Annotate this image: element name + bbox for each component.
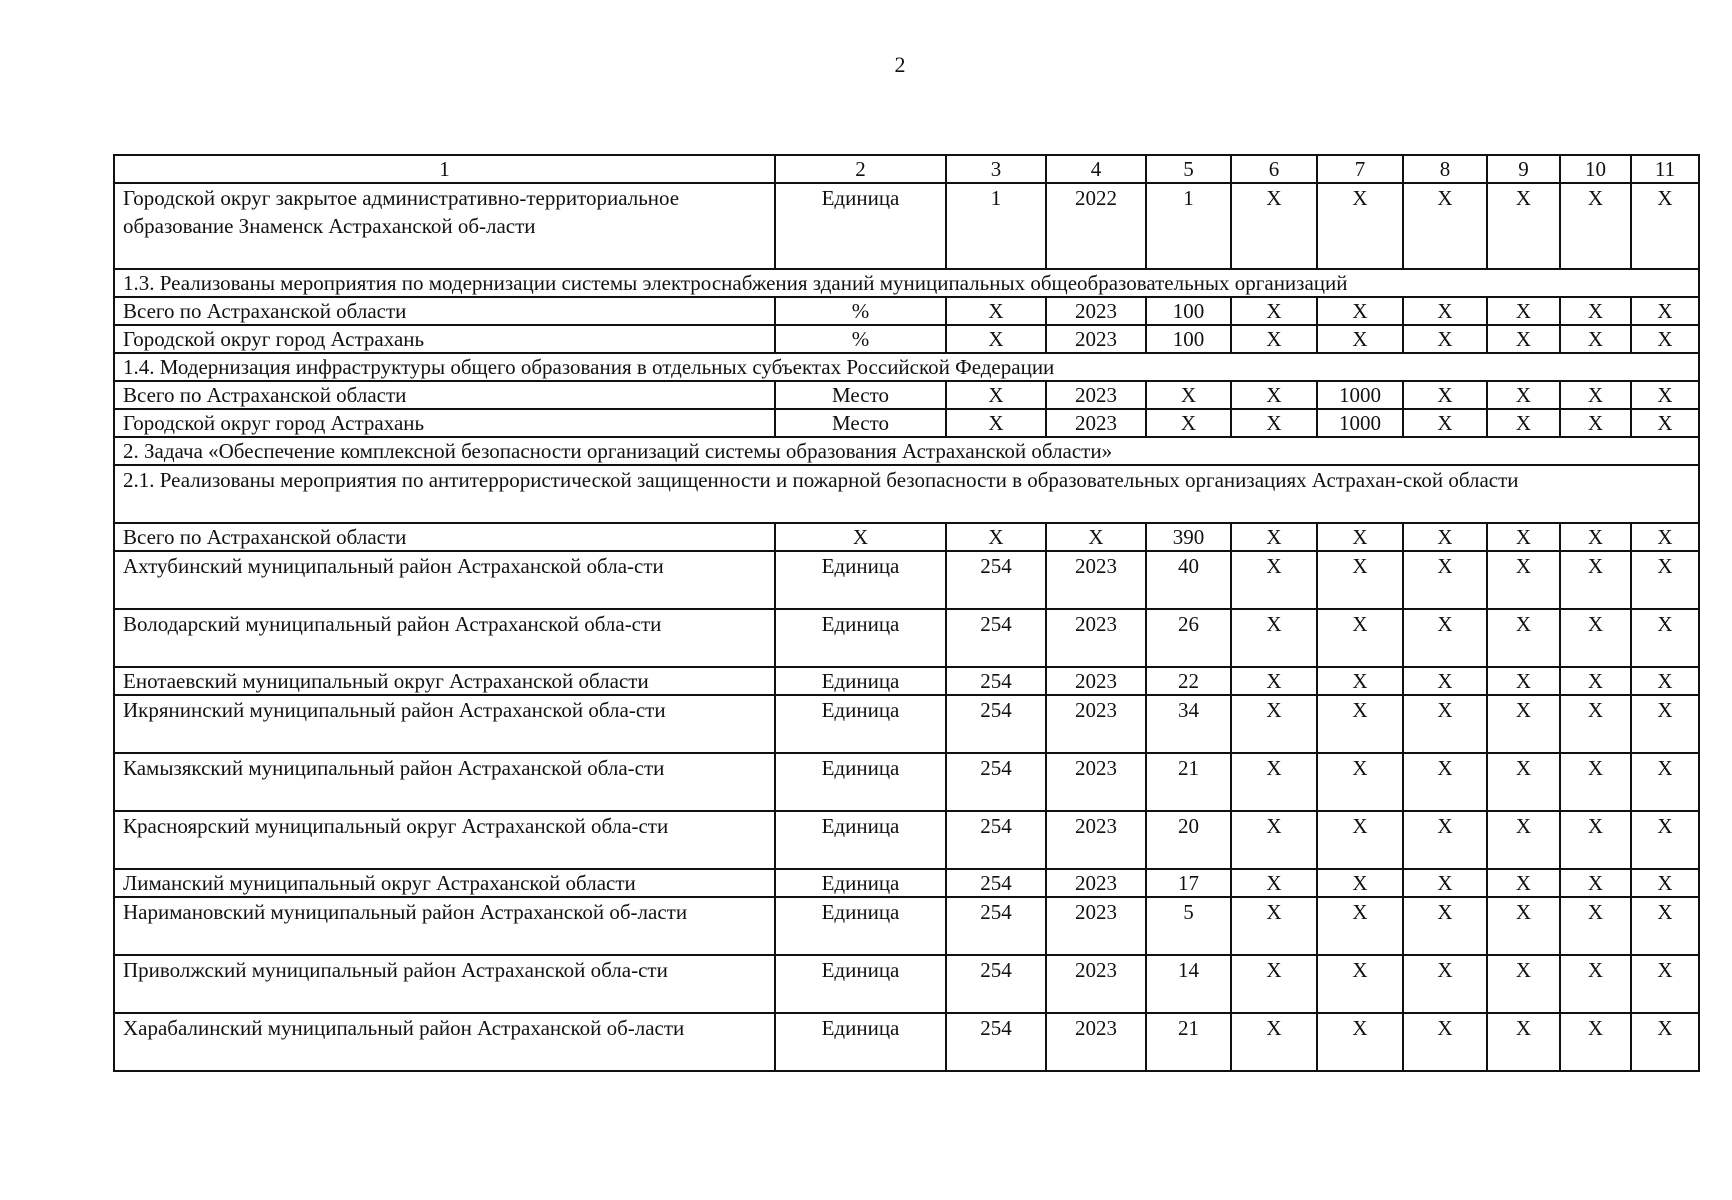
value-cell: 2023 — [1046, 695, 1146, 753]
value-cell: 1000 — [1317, 409, 1403, 437]
column-number-cell: 11 — [1631, 155, 1699, 183]
value-cell: 21 — [1146, 753, 1231, 811]
value-cell: Х — [1317, 325, 1403, 353]
value-cell: Х — [1560, 667, 1631, 695]
value-cell: Х — [1403, 183, 1487, 269]
value-cell: Х — [1560, 1013, 1631, 1071]
value-cell: Х — [1046, 523, 1146, 551]
value-cell: Х — [1403, 695, 1487, 753]
value-cell: Х — [1403, 869, 1487, 897]
value-cell: Х — [1231, 381, 1317, 409]
value-cell: Х — [1631, 609, 1699, 667]
table-row — [114, 695, 1699, 753]
value-cell: Х — [946, 409, 1046, 437]
value-cell: Х — [1560, 297, 1631, 325]
value-cell: 21 — [1146, 1013, 1231, 1071]
value-cell: Х — [1560, 869, 1631, 897]
column-number-cell: 6 — [1231, 155, 1317, 183]
value-cell: Х — [1231, 609, 1317, 667]
territory-name-cell: Городской округ город Астрахань — [114, 409, 775, 437]
value-cell: Х — [1317, 897, 1403, 955]
column-number-cell: 5 — [1146, 155, 1231, 183]
value-cell: 254 — [946, 955, 1046, 1013]
value-cell: 2023 — [1046, 409, 1146, 437]
value-cell: Х — [1631, 695, 1699, 753]
value-cell: 100 — [1146, 297, 1231, 325]
value-cell: Х — [1231, 667, 1317, 695]
value-cell: Х — [1403, 955, 1487, 1013]
value-cell: Х — [1317, 667, 1403, 695]
section-heading-cell: 2.1. Реализованы мероприятия по антитеррористической защищенности и пожарной безопасности в образовательных организациях Астрахан-ской области — [114, 465, 1699, 523]
value-cell: Х — [1317, 609, 1403, 667]
unit-cell: % — [775, 325, 946, 353]
territory-name-cell: Городской округ город Астрахань — [114, 325, 775, 353]
territory-name-cell: Всего по Астраханской области — [114, 297, 775, 325]
value-cell: Х — [1631, 409, 1699, 437]
value-cell: Х — [1631, 551, 1699, 609]
value-cell: Х — [1631, 381, 1699, 409]
territory-name-cell: Приволжский муниципальный район Астраханской обла-сти — [114, 955, 775, 1013]
value-cell: Х — [946, 381, 1046, 409]
value-cell: 2023 — [1046, 1013, 1146, 1071]
territory-name-cell: Камызякский муниципальный район Астраханской обла-сти — [114, 753, 775, 811]
value-cell: Х — [1231, 325, 1317, 353]
value-cell: 2023 — [1046, 325, 1146, 353]
section-heading-cell: 1.4. Модернизация инфраструктуры общего образования в отдельных субъектах Российской Федерации — [114, 353, 1699, 381]
value-cell: Х — [1403, 1013, 1487, 1071]
value-cell: Х — [1631, 183, 1699, 269]
value-cell: Х — [1231, 1013, 1317, 1071]
table-row — [114, 609, 1699, 667]
value-cell: Х — [1560, 551, 1631, 609]
value-cell: 254 — [946, 551, 1046, 609]
value-cell: Х — [1146, 381, 1231, 409]
table-row — [114, 667, 1699, 695]
column-number-cell: 7 — [1317, 155, 1403, 183]
value-cell: 390 — [1146, 523, 1231, 551]
value-cell: 17 — [1146, 869, 1231, 897]
column-number-cell: 10 — [1560, 155, 1631, 183]
value-cell: Х — [1631, 897, 1699, 955]
value-cell: Х — [1487, 869, 1560, 897]
value-cell: Х — [1631, 297, 1699, 325]
table-row — [114, 409, 1699, 437]
value-cell: Х — [1317, 955, 1403, 1013]
value-cell: Х — [1231, 409, 1317, 437]
value-cell: 254 — [946, 667, 1046, 695]
value-cell: Х — [1403, 523, 1487, 551]
unit-cell: Единица — [775, 753, 946, 811]
value-cell: 2023 — [1046, 869, 1146, 897]
value-cell: Х — [1487, 667, 1560, 695]
unit-cell: Единица — [775, 869, 946, 897]
value-cell: 14 — [1146, 955, 1231, 1013]
section-heading-row — [114, 269, 1699, 297]
value-cell: Х — [1231, 955, 1317, 1013]
value-cell: Х — [1487, 811, 1560, 869]
value-cell: Х — [1487, 753, 1560, 811]
table-row — [114, 897, 1699, 955]
value-cell: Х — [1403, 811, 1487, 869]
indicator-table — [113, 154, 1700, 1072]
value-cell: 100 — [1146, 325, 1231, 353]
value-cell: Х — [1231, 753, 1317, 811]
value-cell: Х — [1631, 325, 1699, 353]
value-cell: Х — [1231, 551, 1317, 609]
value-cell: Х — [1631, 667, 1699, 695]
value-cell: Х — [1487, 955, 1560, 1013]
column-number-cell: 9 — [1487, 155, 1560, 183]
table-row — [114, 381, 1699, 409]
value-cell: Х — [1317, 753, 1403, 811]
value-cell: Х — [1631, 1013, 1699, 1071]
value-cell: Х — [1317, 1013, 1403, 1071]
unit-cell: Место — [775, 409, 946, 437]
unit-cell: % — [775, 297, 946, 325]
value-cell: Х — [1487, 409, 1560, 437]
value-cell: Х — [1317, 523, 1403, 551]
value-cell: Х — [1403, 409, 1487, 437]
territory-name-cell: Лиманский муниципальный округ Астраханской области — [114, 869, 775, 897]
territory-name-cell: Всего по Астраханской области — [114, 523, 775, 551]
unit-cell: Единица — [775, 811, 946, 869]
value-cell: 254 — [946, 869, 1046, 897]
value-cell: Х — [1560, 325, 1631, 353]
unit-cell: Место — [775, 381, 946, 409]
value-cell: Х — [1487, 523, 1560, 551]
section-heading-cell: 1.3. Реализованы мероприятия по модернизации системы электроснабжения зданий муниципальных общеобразовательных организаций — [114, 269, 1699, 297]
territory-name-cell: Ахтубинский муниципальный район Астраханской обла-сти — [114, 551, 775, 609]
table-row — [114, 523, 1699, 551]
unit-cell: Х — [775, 523, 946, 551]
value-cell: 1000 — [1317, 381, 1403, 409]
value-cell: 254 — [946, 1013, 1046, 1071]
value-cell: 1 — [946, 183, 1046, 269]
value-cell: Х — [1317, 695, 1403, 753]
value-cell: Х — [946, 523, 1046, 551]
territory-name-cell: Всего по Астраханской области — [114, 381, 775, 409]
value-cell: Х — [1487, 897, 1560, 955]
value-cell: Х — [1317, 183, 1403, 269]
unit-cell: Единица — [775, 609, 946, 667]
value-cell: Х — [1631, 523, 1699, 551]
value-cell: 254 — [946, 811, 1046, 869]
column-number-cell: 4 — [1046, 155, 1146, 183]
value-cell: Х — [1231, 811, 1317, 869]
value-cell: Х — [1487, 381, 1560, 409]
unit-cell: Единица — [775, 1013, 946, 1071]
value-cell: Х — [1560, 695, 1631, 753]
table-row — [114, 869, 1699, 897]
column-number-cell: 8 — [1403, 155, 1487, 183]
value-cell: Х — [1560, 955, 1631, 1013]
value-cell: Х — [1231, 183, 1317, 269]
value-cell: 26 — [1146, 609, 1231, 667]
value-cell: 1 — [1146, 183, 1231, 269]
value-cell: Х — [1317, 811, 1403, 869]
value-cell: 2023 — [1046, 897, 1146, 955]
page-number: 2 — [894, 52, 906, 77]
value-cell: Х — [1487, 1013, 1560, 1071]
value-cell: Х — [1631, 955, 1699, 1013]
value-cell: Х — [1487, 183, 1560, 269]
value-cell: Х — [1231, 897, 1317, 955]
section-heading-row — [114, 437, 1699, 465]
value-cell: Х — [1231, 869, 1317, 897]
value-cell: Х — [1403, 667, 1487, 695]
value-cell: Х — [1487, 695, 1560, 753]
table-row — [114, 183, 1699, 269]
value-cell: Х — [1487, 551, 1560, 609]
unit-cell: Единица — [775, 551, 946, 609]
table-row — [114, 811, 1699, 869]
unit-cell: Единица — [775, 695, 946, 753]
value-cell: Х — [1146, 409, 1231, 437]
unit-cell: Единица — [775, 955, 946, 1013]
table-row — [114, 297, 1699, 325]
value-cell: Х — [1560, 409, 1631, 437]
value-cell: Х — [1231, 695, 1317, 753]
value-cell: 20 — [1146, 811, 1231, 869]
section-heading-row — [114, 353, 1699, 381]
value-cell: Х — [1403, 753, 1487, 811]
value-cell: 2022 — [1046, 183, 1146, 269]
value-cell: Х — [1231, 523, 1317, 551]
value-cell: Х — [1317, 551, 1403, 609]
value-cell: 34 — [1146, 695, 1231, 753]
value-cell: Х — [1403, 551, 1487, 609]
value-cell: Х — [1631, 811, 1699, 869]
value-cell: 2023 — [1046, 955, 1146, 1013]
value-cell: 40 — [1146, 551, 1231, 609]
territory-name-cell: Городской округ закрытое административно-территориальное образование Знаменск Астраханской об-ласти — [114, 183, 775, 269]
value-cell: Х — [1403, 609, 1487, 667]
value-cell: 254 — [946, 753, 1046, 811]
value-cell: Х — [1403, 297, 1487, 325]
table-row — [114, 551, 1699, 609]
unit-cell: Единица — [775, 667, 946, 695]
value-cell: 2023 — [1046, 381, 1146, 409]
value-cell: 2023 — [1046, 667, 1146, 695]
value-cell: 2023 — [1046, 753, 1146, 811]
value-cell: Х — [1231, 297, 1317, 325]
column-number-header-row — [114, 155, 1699, 183]
value-cell: Х — [1403, 325, 1487, 353]
value-cell: 22 — [1146, 667, 1231, 695]
value-cell: 2023 — [1046, 551, 1146, 609]
value-cell: 2023 — [1046, 811, 1146, 869]
table-row — [114, 325, 1699, 353]
value-cell: Х — [1560, 897, 1631, 955]
table-row — [114, 753, 1699, 811]
value-cell: 254 — [946, 897, 1046, 955]
section-heading-cell: 2. Задача «Обеспечение комплексной безопасности организаций системы образования Астраханской области» — [114, 437, 1699, 465]
value-cell: Х — [1560, 811, 1631, 869]
value-cell: 254 — [946, 609, 1046, 667]
column-number-cell: 3 — [946, 155, 1046, 183]
column-number-cell: 2 — [775, 155, 946, 183]
value-cell: Х — [946, 325, 1046, 353]
value-cell: Х — [1487, 609, 1560, 667]
territory-name-cell: Енотаевский муниципальный округ Астраханской области — [114, 667, 775, 695]
value-cell: Х — [1560, 381, 1631, 409]
value-cell: Х — [1560, 183, 1631, 269]
value-cell: Х — [1560, 523, 1631, 551]
value-cell: Х — [1487, 325, 1560, 353]
column-number-cell: 1 — [114, 155, 775, 183]
territory-name-cell: Наримановский муниципальный район Астраханской об-ласти — [114, 897, 775, 955]
territory-name-cell: Икрянинский муниципальный район Астраханской обла-сти — [114, 695, 775, 753]
value-cell: Х — [1560, 609, 1631, 667]
table-row — [114, 1013, 1699, 1071]
value-cell: Х — [1631, 869, 1699, 897]
value-cell: 5 — [1146, 897, 1231, 955]
value-cell: Х — [1487, 297, 1560, 325]
section-heading-row — [114, 465, 1699, 523]
unit-cell: Единица — [775, 183, 946, 269]
unit-cell: Единица — [775, 897, 946, 955]
value-cell: Х — [1317, 297, 1403, 325]
value-cell: Х — [1317, 869, 1403, 897]
value-cell: Х — [1560, 753, 1631, 811]
value-cell: Х — [1403, 897, 1487, 955]
value-cell: 2023 — [1046, 609, 1146, 667]
value-cell: 2023 — [1046, 297, 1146, 325]
value-cell: Х — [1403, 381, 1487, 409]
territory-name-cell: Харабалинский муниципальный район Астраханской об-ласти — [114, 1013, 775, 1071]
table-row — [114, 955, 1699, 1013]
territory-name-cell: Володарский муниципальный район Астраханской обла-сти — [114, 609, 775, 667]
territory-name-cell: Красноярский муниципальный округ Астраханской обла-сти — [114, 811, 775, 869]
value-cell: Х — [1631, 753, 1699, 811]
table-body — [114, 155, 1699, 1071]
value-cell: Х — [946, 297, 1046, 325]
value-cell: 254 — [946, 695, 1046, 753]
